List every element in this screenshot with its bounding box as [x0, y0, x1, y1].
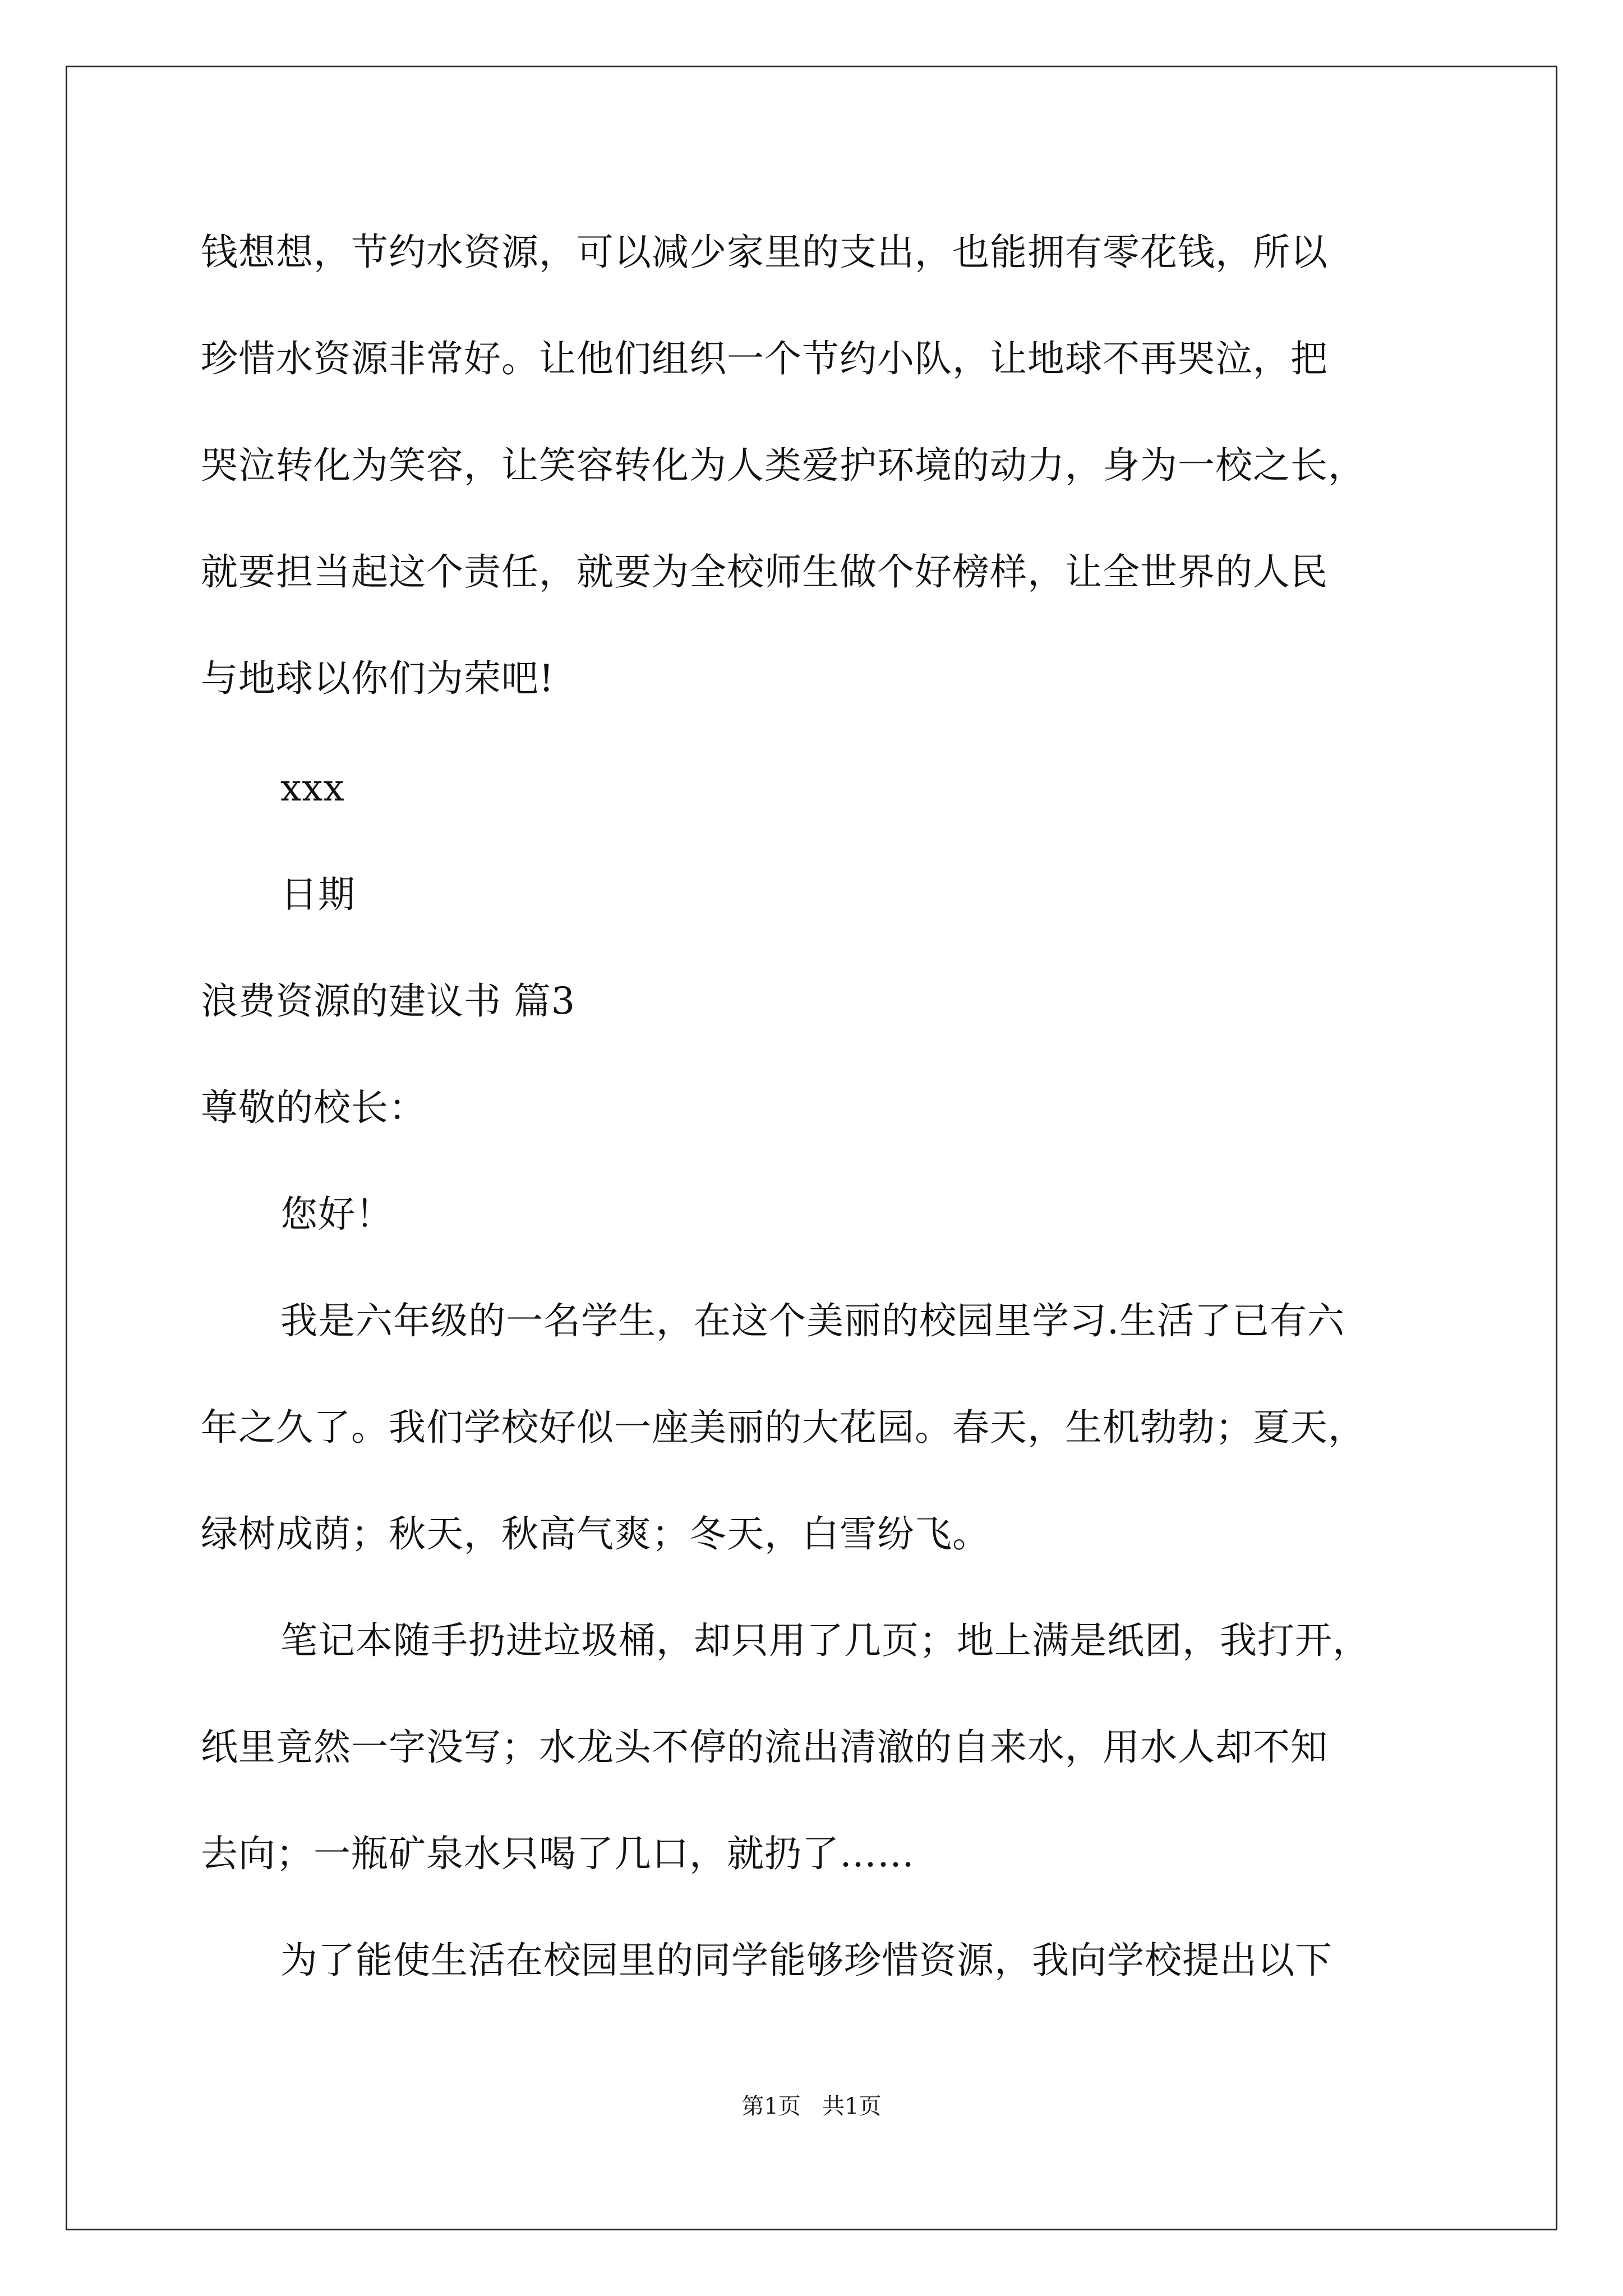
body-text-line: 珍惜水资源非常好。让他们组织一个节约小队，让地球不再哭泣，把 [201, 337, 1328, 380]
body-text-line: 纸里竟然一字没写；水龙头不停的流出清澈的自来水，用水人却不知 [201, 1726, 1328, 1769]
signature-name: xxx [280, 766, 345, 809]
body-text-line: 哭泣转化为笑容，让笑容转化为人类爱护环境的动力，身为一校之长， [201, 444, 1366, 487]
salutation: 尊敬的校长： [201, 1086, 426, 1129]
body-text-line: 笔记本随手扔进垃圾桶，却只用了几页；地上满是纸团，我打开， [280, 1619, 1370, 1662]
greeting: 您好！ [280, 1193, 393, 1236]
signature-date: 日期 [280, 873, 356, 916]
page-border [66, 66, 1557, 2230]
body-text-line: 为了能使生活在校园里的同学能够珍惜资源，我向学校提出以下 [280, 1939, 1332, 1982]
section-heading: 浪费资源的建议书 篇3 [201, 979, 575, 1023]
body-text-line: 年之久了。我们学校好似一座美丽的大花园。春天，生机勃勃；夏天， [201, 1406, 1366, 1449]
body-text-line: 与地球以你们为荣吧! [201, 657, 555, 700]
body-text-line: 就要担当起这个责任，就要为全校师生做个好榜样，让全世界的人民 [201, 550, 1328, 593]
body-text-line: 我是六年级的一名学生，在这个美丽的校园里学习.生活了已有六 [280, 1299, 1345, 1342]
body-text-line: 去向；一瓶矿泉水只喝了几口，就扔了…… [201, 1832, 915, 1875]
body-text-line: 钱想想，节约水资源，可以减少家里的支出，也能拥有零花钱，所以 [201, 231, 1328, 274]
body-text-line: 绿树成荫；秋天，秋高气爽；冬天，白雪纷飞。 [201, 1512, 990, 1556]
page-footer: 第1页 共1页 [741, 2093, 882, 2119]
